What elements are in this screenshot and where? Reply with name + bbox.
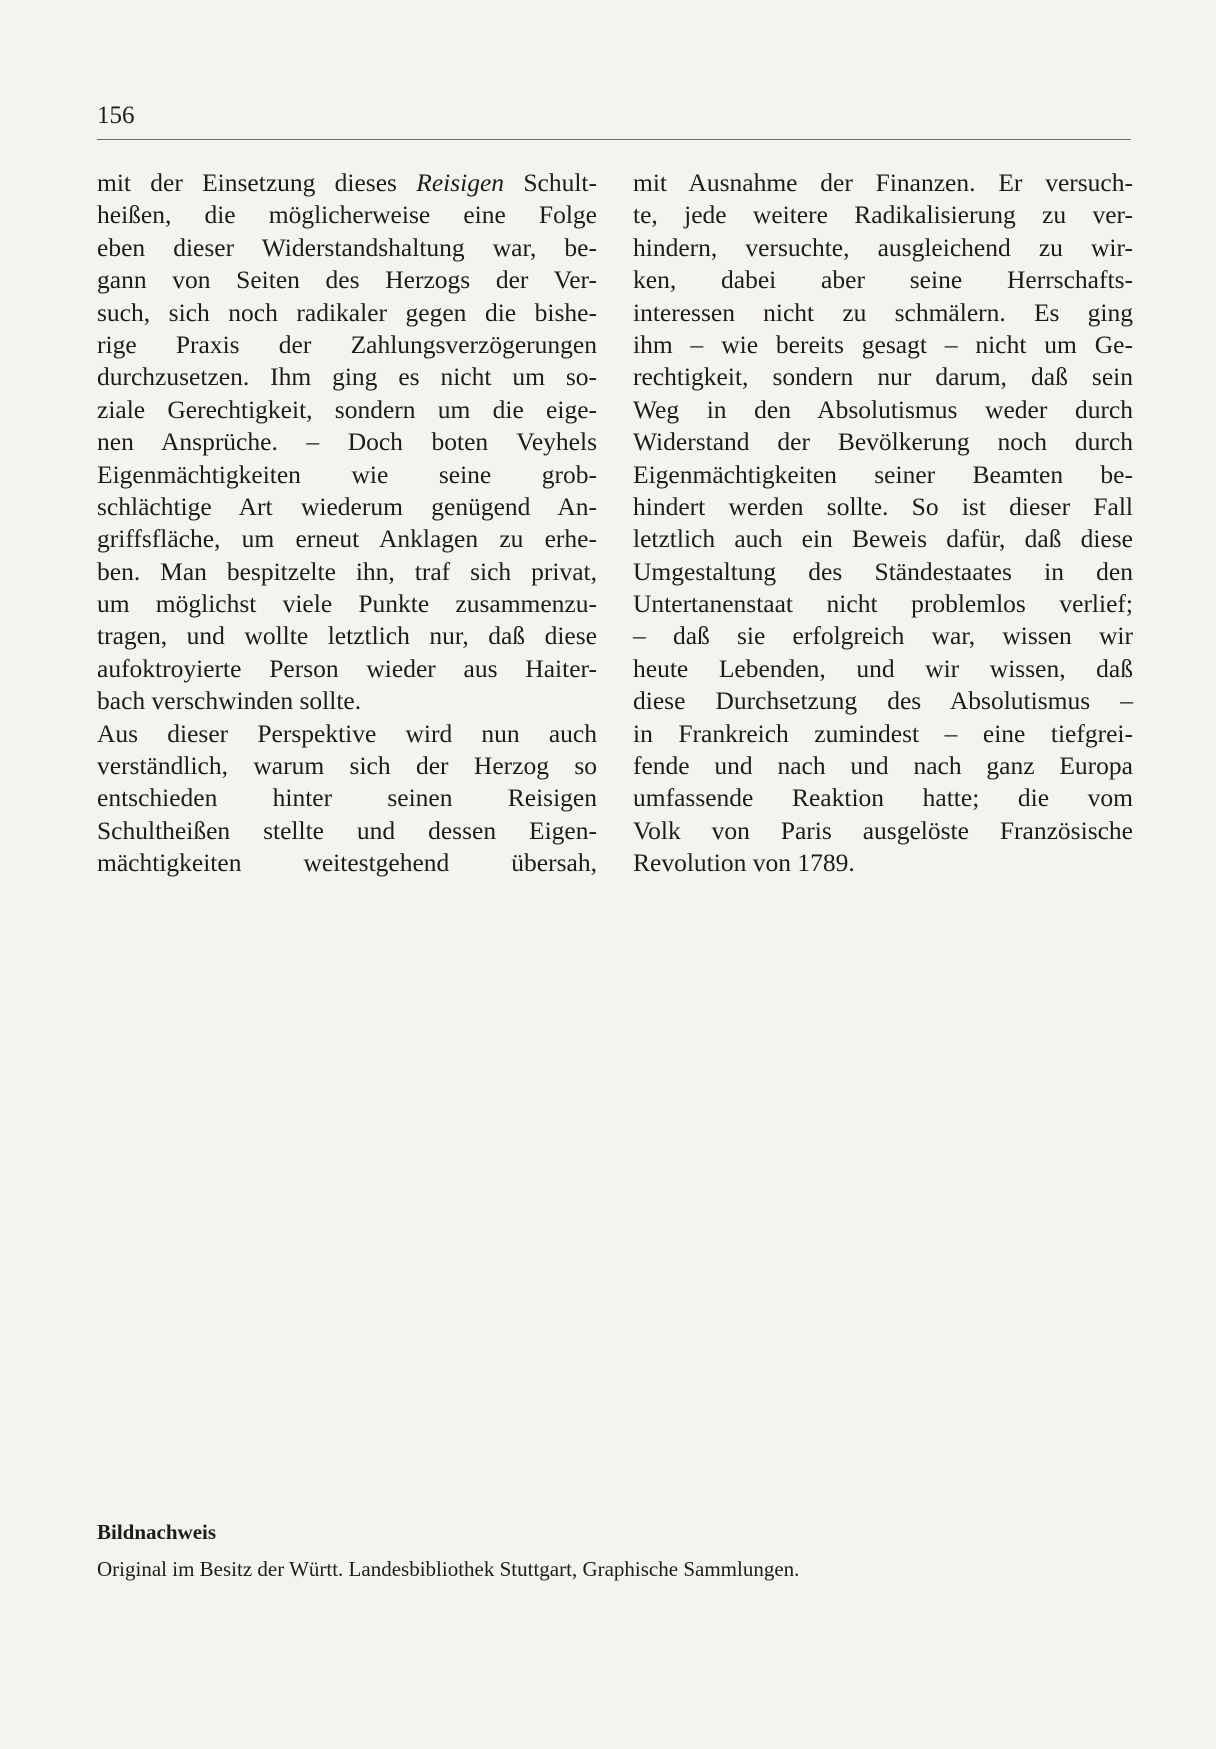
text-line: rechtigkeit, sondern nur darum, daß sein [633,362,1133,392]
text-line: Umgestaltung des Ständestaates in den [633,556,1133,586]
text-line: ken, dabei aber seine Herrschafts- [633,265,1133,295]
text-segment: mit der Einsetzung dieses [97,168,417,197]
text-line: mächtigkeiten weitestgehend übersah, [97,848,597,878]
text-line: schlächtige Art wiederum genügend An- [97,491,597,521]
text-line [97,167,597,199]
text-line: eben dieser Widerstandshaltung war, be- [97,232,597,262]
page-number: 156 [97,102,135,129]
text-line: nen Ansprüche. – Doch boten Veyhels [97,427,597,457]
text-line: aufoktroyierte Person wieder aus Haiter- [97,653,597,683]
text-line: Revolution von 1789. [633,848,855,878]
right-text-column [633,167,1133,880]
text-line: Schultheißen stellte und dessen Eigen- [97,815,597,845]
text-line: Eigenmächtigkeiten wie seine grob- [97,459,597,489]
text-line: gann von Seiten des Herzogs der Ver- [97,265,597,295]
text-line: hindert werden sollte. So ist dieser Fall [633,491,1133,521]
text-line: Untertanenstaat nicht problemlos verlief; [633,589,1133,619]
text-line: heute Lebenden, und wir wissen, daß [633,653,1133,683]
text-line: fende und nach und nach ganz Europa [633,751,1133,781]
text-line: letztlich auch ein Beweis dafür, daß diese [633,524,1133,554]
text-line: um möglichst viele Punkte zusammenzu- [97,589,597,619]
text-line: umfassende Reaktion hatte; die vom [633,783,1133,813]
text-line: – daß sie erfolgreich war, wissen wir [633,621,1133,651]
text-line: in Frankreich zumindest – eine tiefgrei- [633,718,1133,748]
credits-text: Original im Besitz der Württ. Landesbibliothek Stuttgart, Graphische Sammlungen. [97,1557,800,1581]
text-line: griffsfläche, um erneut Anklagen zu erhe- [97,524,597,554]
text-line: heißen, die möglicherweise eine Folge [97,200,597,230]
text-line: rige Praxis der Zahlungsverzögerungen [97,329,597,359]
text-line: verständlich, warum sich der Herzog so [97,751,597,781]
text-line: durchzusetzen. Ihm ging es nicht um so- [97,362,597,392]
text-line: te, jede weitere Radikalisierung zu ver- [633,200,1133,230]
text-line: ihm – wie bereits gesagt – nicht um Ge- [633,329,1133,359]
text-line: Widerstand der Bevölkerung noch durch [633,427,1133,457]
text-line: hindern, versuchte, ausgleichend zu wir- [633,232,1133,262]
text-line: bach verschwinden sollte. [97,686,362,716]
text-line: interessen nicht zu schmälern. Es ging [633,297,1133,327]
text-line: Weg in den Absolutismus weder durch [633,394,1133,424]
text-line: Aus dieser Perspektive wird nun auch [97,718,597,748]
text-line: diese Durchsetzung des Absolutismus – [633,686,1133,716]
text-line: entschieden hinter seinen Reisigen [97,783,597,813]
header-rule [97,139,1131,140]
text-line: ziale Gerechtigkeit, sondern um die eige- [97,394,597,424]
italic-term: Reisigen [416,168,505,197]
text-segment: Schult- [504,168,597,197]
text-line: mit Ausnahme der Finanzen. Er versuch- [633,168,1133,197]
text-line: Eigenmächtigkeiten seiner Beamten be- [633,459,1133,489]
text-line: Volk von Paris ausgelöste Französische [633,815,1133,845]
credits-heading: Bildnachweis [97,1520,217,1544]
text-line: tragen, und wollte letztlich nur, daß diese [97,621,597,651]
text-line: such, sich noch radikaler gegen die bishe- [97,297,597,327]
left-text-column [97,167,597,880]
text-line: ben. Man bespitzelte ihn, traf sich privat, [97,556,597,586]
